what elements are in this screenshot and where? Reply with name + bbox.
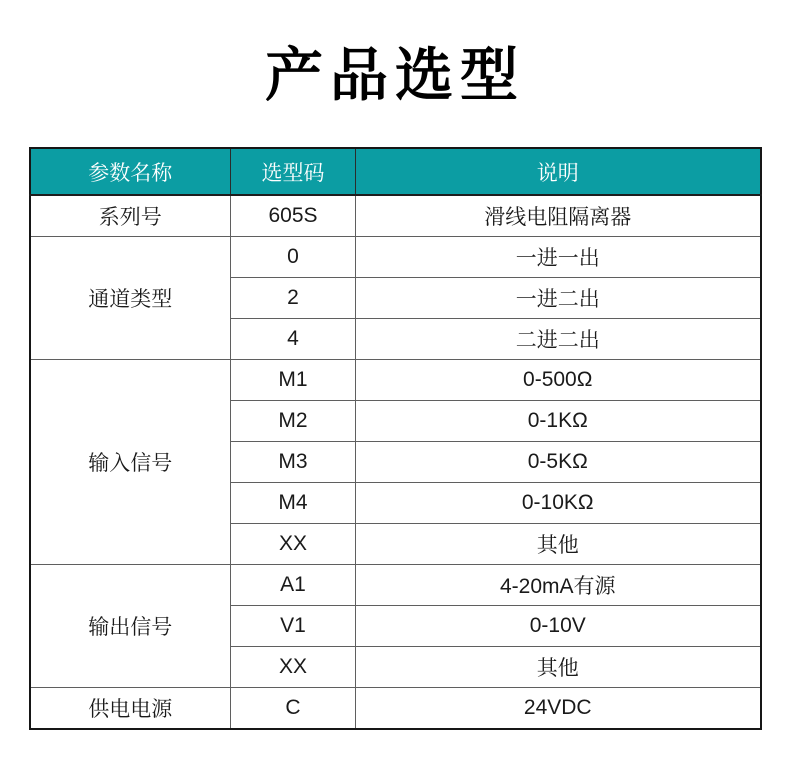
desc-cell: 其他 — [356, 524, 761, 565]
desc-cell: 4-20mA有源 — [356, 565, 761, 606]
param-name-cell: 通道类型 — [30, 237, 231, 360]
param-name-cell: 输入信号 — [30, 360, 231, 565]
table-row — [30, 565, 761, 606]
code-cell: C — [231, 688, 356, 730]
param-name-cell: 输出信号 — [30, 565, 231, 688]
code-cell: XX — [231, 647, 356, 688]
code-cell: 0 — [231, 237, 356, 278]
desc-cell: 24VDC — [356, 688, 761, 730]
desc-cell: 0-1KΩ — [356, 401, 761, 442]
table-header — [30, 148, 761, 195]
code-cell: M2 — [231, 401, 356, 442]
code-cell: 605S — [231, 195, 356, 237]
table-row — [30, 688, 761, 730]
desc-cell: 0-10KΩ — [356, 483, 761, 524]
desc-cell: 滑线电阻隔离器 — [356, 195, 761, 237]
param-name-cell: 系列号 — [30, 195, 231, 237]
header-row — [30, 148, 761, 195]
code-cell: V1 — [231, 606, 356, 647]
table-row — [30, 360, 761, 401]
product-selection-table — [29, 147, 762, 730]
header-selection-code: 选型码 — [231, 148, 356, 195]
code-cell: M4 — [231, 483, 356, 524]
code-cell: M3 — [231, 442, 356, 483]
desc-cell: 二进二出 — [356, 319, 761, 360]
header-param-name: 参数名称 — [30, 148, 231, 195]
desc-cell: 0-500Ω — [356, 360, 761, 401]
code-cell: 2 — [231, 278, 356, 319]
table-row — [30, 195, 761, 237]
code-cell: XX — [231, 524, 356, 565]
page-title: 产品选型 — [264, 43, 525, 108]
code-cell: M1 — [231, 360, 356, 401]
desc-cell: 一进一出 — [356, 237, 761, 278]
table-row — [30, 237, 761, 278]
code-cell: A1 — [231, 565, 356, 606]
code-cell: 4 — [231, 319, 356, 360]
desc-cell: 0-5KΩ — [356, 442, 761, 483]
table-body — [30, 195, 761, 729]
header-description: 说明 — [356, 148, 761, 195]
desc-cell: 一进二出 — [356, 278, 761, 319]
param-name-cell: 供电电源 — [30, 688, 231, 730]
desc-cell: 0-10V — [356, 606, 761, 647]
desc-cell: 其他 — [356, 647, 761, 688]
